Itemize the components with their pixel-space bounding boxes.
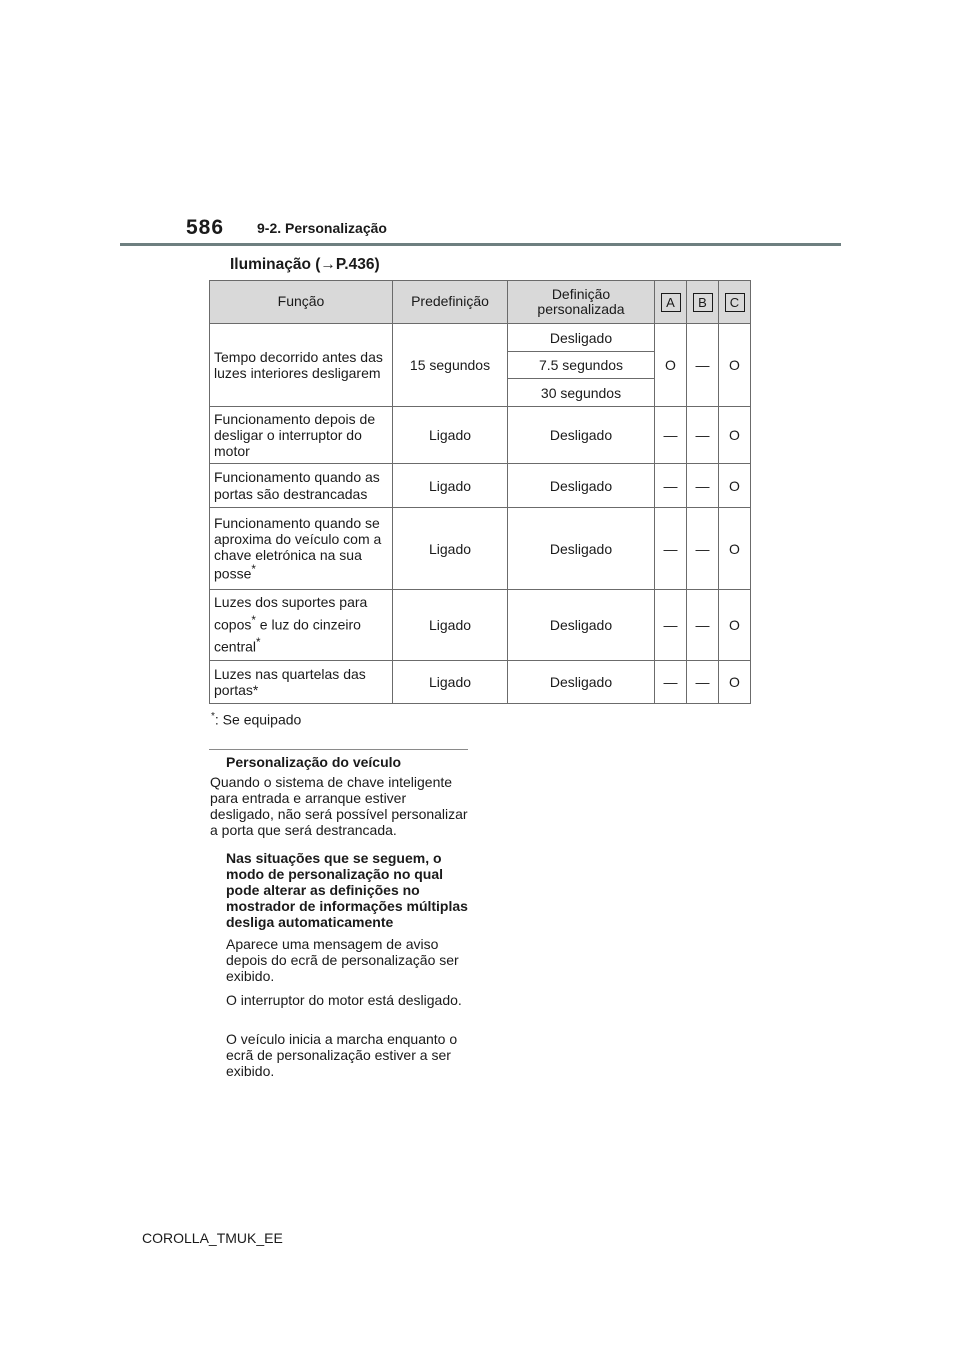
table-row	[210, 508, 751, 590]
header-function: Função	[210, 281, 393, 324]
default-cell: Ligado	[393, 508, 508, 590]
custom-cell: Desligado	[508, 508, 655, 590]
asterisk: *	[251, 613, 256, 627]
table-row	[210, 464, 751, 508]
custom-cell: 7.5 segundos	[508, 352, 655, 379]
table-row	[210, 324, 751, 352]
custom-cell: Desligado	[508, 661, 655, 704]
custom-cell: 30 segundos	[508, 379, 655, 407]
section-divider	[209, 749, 468, 750]
col-c-label: C	[725, 293, 745, 312]
function-cell	[210, 661, 393, 704]
function-text: Luzes dos suportes para copos	[214, 593, 368, 633]
col-a-cell: —	[655, 590, 687, 661]
col-a-cell: —	[655, 464, 687, 508]
default-cell: Ligado	[393, 407, 508, 464]
col-c-cell: O	[719, 407, 751, 464]
function-text: Luzes nas quartelas das portas	[214, 665, 366, 698]
header-col-b	[687, 281, 719, 324]
table-row	[210, 590, 751, 661]
custom-cell: Desligado	[508, 590, 655, 661]
page-number: 586	[186, 216, 225, 239]
col-b-cell: —	[687, 661, 719, 704]
header-rule	[120, 243, 841, 246]
document-id: COROLLA_TMUK_EE	[142, 1230, 283, 1246]
col-b-cell: —	[687, 508, 719, 590]
section-title: 9-2. Personalização	[257, 220, 387, 236]
col-c-cell: O	[719, 508, 751, 590]
col-c-cell: O	[719, 464, 751, 508]
col-a-cell: O	[655, 324, 687, 407]
default-cell: Ligado	[393, 661, 508, 704]
list-item: Aparece uma mensagem de aviso depois do ecrã de personalização ser exibido.	[226, 936, 459, 984]
function-cell	[210, 590, 393, 661]
settings-table	[209, 280, 751, 704]
col-c-cell: O	[719, 661, 751, 704]
asterisk: *	[251, 563, 256, 577]
header-col-c	[719, 281, 751, 324]
col-a-label: A	[661, 293, 681, 312]
default-cell: Ligado	[393, 464, 508, 508]
col-c-cell: O	[719, 590, 751, 661]
header-default: Predefinição	[393, 281, 508, 324]
col-b-cell: —	[687, 590, 719, 661]
default-cell: Ligado	[393, 590, 508, 661]
asterisk: *	[256, 635, 261, 649]
list-item: O interruptor do motor está desligado.	[226, 992, 462, 1008]
function-text: Funcionamento quando se aproxima do veículo com a chave eletrónica na sua posse	[214, 514, 382, 582]
custom-cell: Desligado	[508, 324, 655, 352]
table-heading: Iluminação (→P.436)	[230, 256, 380, 273]
col-b-label: B	[693, 293, 713, 312]
customization-body: Quando o sistema de chave inteligente para entrada e arranque estiver desligado, não será possível personalizar a porta que será destrancada.	[210, 774, 468, 838]
asterisk: *	[252, 682, 259, 698]
col-b-cell: —	[687, 407, 719, 464]
footnote-text: : Se equipado	[214, 711, 302, 728]
custom-cell: Desligado	[508, 464, 655, 508]
table-row	[210, 407, 751, 464]
header-custom: Definição personalizada	[508, 281, 655, 324]
function-cell: Funcionamento quando as portas são destrancadas	[210, 464, 393, 508]
table-header-row	[210, 281, 751, 324]
function-text: e luz do cinzeiro central	[214, 616, 361, 655]
col-b-cell: —	[687, 324, 719, 407]
col-a-cell: —	[655, 508, 687, 590]
footnote-mark: *	[211, 711, 215, 722]
table-row	[210, 661, 751, 704]
default-cell: 15 segundos	[393, 324, 508, 407]
col-a-cell: —	[655, 661, 687, 704]
header-col-a	[655, 281, 687, 324]
col-a-cell: —	[655, 407, 687, 464]
list-item: O veículo inicia a marcha enquanto o ecrã de personalização estiver a ser exibido.	[226, 1031, 458, 1079]
function-cell	[210, 508, 393, 590]
function-cell: Tempo decorrido antes das luzes interiores desligarem	[210, 324, 393, 407]
footnote	[211, 711, 301, 728]
custom-cell: Desligado	[508, 407, 655, 464]
col-c-cell: O	[719, 324, 751, 407]
customization-title: Personalização do veículo	[226, 754, 402, 770]
function-cell: Funcionamento depois de desligar o interruptor do motor	[210, 407, 393, 464]
note-heading: Nas situações que se seguem, o modo de personalização no qual pode alterar as definições no mostrador de informações múltiplas desliga automaticamente	[226, 850, 468, 930]
col-b-cell: —	[687, 464, 719, 508]
